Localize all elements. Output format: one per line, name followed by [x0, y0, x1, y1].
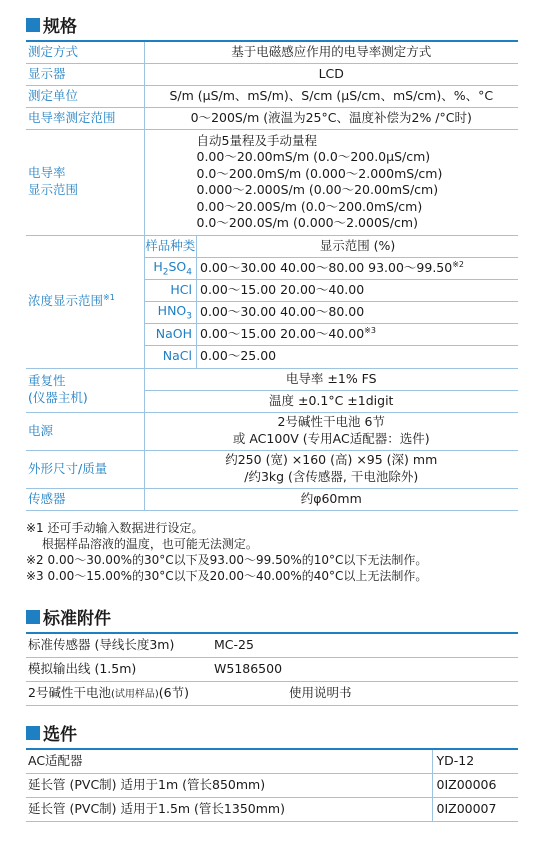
- option-name: AC适配器: [26, 749, 432, 773]
- conc-row: [145, 280, 519, 302]
- concentration-table: [145, 236, 519, 368]
- spec-title-text: 规格: [43, 17, 77, 37]
- options-section-title: [26, 720, 77, 745]
- battery-trial-text: (试用样品): [110, 688, 159, 700]
- battery-text: 2号碱性干电池: [28, 684, 111, 700]
- option-name: 延长管 (PVC制) 适用于1.5m (管长1350mm): [26, 797, 432, 821]
- sample-name: $HNO_3$: [145, 302, 197, 324]
- range-line: 0.000～2.000S/m (0.00～20.00mS/cm): [196, 182, 439, 197]
- conc-head-range: 显示范围 (%): [197, 236, 519, 258]
- spec-label-line: 重复性: [28, 373, 66, 389]
- footnote: ※1 还可手动输入数据进行设定。: [26, 521, 204, 535]
- options-title-text: 选件: [43, 725, 77, 745]
- option-code: 0IZ00006: [432, 773, 518, 797]
- conc-row: [145, 302, 519, 324]
- spec-label: [26, 235, 144, 368]
- footnote: ※3 0.00～15.00%的30°C以下及20.00～40.00%的40°C以上无法制作。: [26, 569, 428, 583]
- sample-range: [197, 324, 519, 346]
- option-name: 延长管 (PVC制) 适用于1m (管长850mm): [26, 773, 432, 797]
- spec-value: 温度 ±0.1°C ±1digit: [144, 390, 518, 412]
- spec-label: [26, 129, 144, 235]
- spec-row-sensor: [26, 488, 518, 510]
- spec-value: S/m (μS/m、mS/m)、S/cm (μS/cm、mS/cm)、%、°C: [144, 85, 518, 107]
- spec-value: 电导率 ±1% FS: [144, 368, 518, 390]
- option-code: YD-12: [432, 749, 518, 773]
- spec-row-method: [26, 41, 518, 63]
- spec-label: 测定单位: [26, 85, 144, 107]
- conc-head-sample: 样品种类: [145, 236, 197, 258]
- footnote: ※2 0.00～30.00%的30°C以下及93.00～99.50%的10°C以下无法制作。: [26, 553, 428, 567]
- accessory-code: W5186500: [212, 657, 518, 681]
- accessory-name: 标准传感器 (导线长度3m): [26, 633, 212, 657]
- conc-header-row: [145, 236, 519, 258]
- spec-row-display-range: [26, 129, 518, 235]
- battery-count-text: (6节): [158, 684, 189, 700]
- sample-range: [197, 258, 519, 280]
- sample-range: 0.00～30.00 40.00～80.00: [197, 302, 519, 324]
- spec-row-size: [26, 450, 518, 488]
- accessories-title-text: 标准附件: [43, 609, 111, 629]
- conc-label-text: 浓度显示范围: [28, 293, 104, 309]
- square-bullet-icon: [26, 610, 40, 624]
- range-line: 0.00～20.00mS/m (0.0～200.0μS/cm): [196, 149, 431, 164]
- spec-label: 测定方式: [26, 41, 144, 63]
- accessories-table: [26, 632, 518, 706]
- accessory-row: [26, 633, 518, 657]
- spec-row-repeat-1: [26, 368, 518, 390]
- conc-row: [145, 258, 519, 280]
- option-row: [26, 749, 518, 773]
- sample-range: 0.00～15.00 20.00～40.00: [197, 280, 519, 302]
- spec-value: [144, 450, 518, 488]
- accessory-battery-manual: [26, 681, 518, 705]
- spec-table: [26, 40, 518, 511]
- spec-label: [26, 368, 144, 412]
- accessory-row: [26, 657, 518, 681]
- conc-row: [145, 324, 519, 346]
- options-table: [26, 748, 518, 822]
- spec-value-line: 约250 (宽) ×160 (高) ×95 (深) mm: [225, 452, 438, 468]
- range-line: 0.0～200.0mS/m (0.000～2.000mS/cm): [196, 165, 443, 181]
- sample-name: NaOH: [145, 324, 197, 346]
- spec-section-title: [26, 12, 77, 37]
- sample-name: HCl: [145, 280, 197, 302]
- accessory-name: 模拟输出线 (1.5m): [26, 657, 212, 681]
- spec-label: 外形尺寸/质量: [26, 450, 144, 488]
- accessory-row: [26, 681, 518, 705]
- square-bullet-icon: [26, 18, 40, 32]
- manual-text: 使用说明书: [288, 684, 352, 700]
- square-bullet-icon: [26, 726, 40, 740]
- spec-value: [144, 129, 518, 235]
- range-line: 0.00～20.00S/m (0.0～200.0mS/cm): [196, 198, 423, 214]
- spec-row-range: [26, 107, 518, 129]
- footnotes: [26, 520, 427, 584]
- range-line: 自动5量程及手动量程: [196, 132, 317, 148]
- sample-range: 0.00～25.00: [200, 348, 277, 364]
- spec-value: 约φ60mm: [144, 488, 518, 510]
- option-row: [26, 797, 518, 821]
- sample-range-text: 0.00～30.00 40.00～80.00 93.00～99.50: [200, 260, 453, 276]
- sample-name: NaCl: [145, 346, 197, 368]
- spec-value-line: 2号碱性干电池 6节: [277, 414, 385, 430]
- note-mark: ※1: [103, 292, 115, 302]
- spec-value: [144, 235, 518, 368]
- accessory-code: MC-25: [212, 633, 518, 657]
- accessories-section-title: [26, 604, 111, 629]
- spec-label: 传感器: [26, 488, 144, 510]
- spec-label: 电导率测定范围: [26, 107, 144, 129]
- spec-label: 电源: [26, 412, 144, 450]
- spec-label-line: (仪器主机): [28, 390, 88, 405]
- sample-range-text: 0.00～15.00 20.00～40.00: [200, 326, 365, 342]
- spec-value-line: /约3kg (含传感器, 干电池除外): [244, 469, 419, 484]
- option-code: 0IZ00007: [432, 797, 518, 821]
- spec-row-unit: [26, 85, 518, 107]
- option-row: [26, 773, 518, 797]
- spec-row-concentration: [26, 235, 518, 368]
- note-mark: ※3: [364, 325, 376, 335]
- conc-row: [145, 346, 519, 368]
- note-mark: ※2: [452, 259, 465, 269]
- spec-value: 0～200S/m (液温为25°C、温度补偿为2% /°C时): [144, 107, 518, 129]
- spec-row-display: [26, 63, 518, 85]
- spec-value: 基于电磁感应作用的电导率测定方式: [144, 41, 518, 63]
- spec-row-power: [26, 412, 518, 450]
- spec-label: 显示器: [26, 63, 144, 85]
- spec-label-line: 电导率: [28, 165, 66, 181]
- spec-value: LCD: [144, 63, 518, 85]
- spec-label-line: 显示范围: [28, 182, 79, 197]
- spec-value: [144, 412, 518, 450]
- sample-name: $H_2SO_4$: [145, 258, 197, 280]
- range-line: 0.0～200.0S/m (0.000～2.000S/cm): [196, 215, 418, 230]
- footnote: 根据样品溶液的温度，也可能无法测定。: [26, 537, 258, 551]
- spec-value-line: 或 AC100V (专用AC适配器：选件): [232, 431, 430, 446]
